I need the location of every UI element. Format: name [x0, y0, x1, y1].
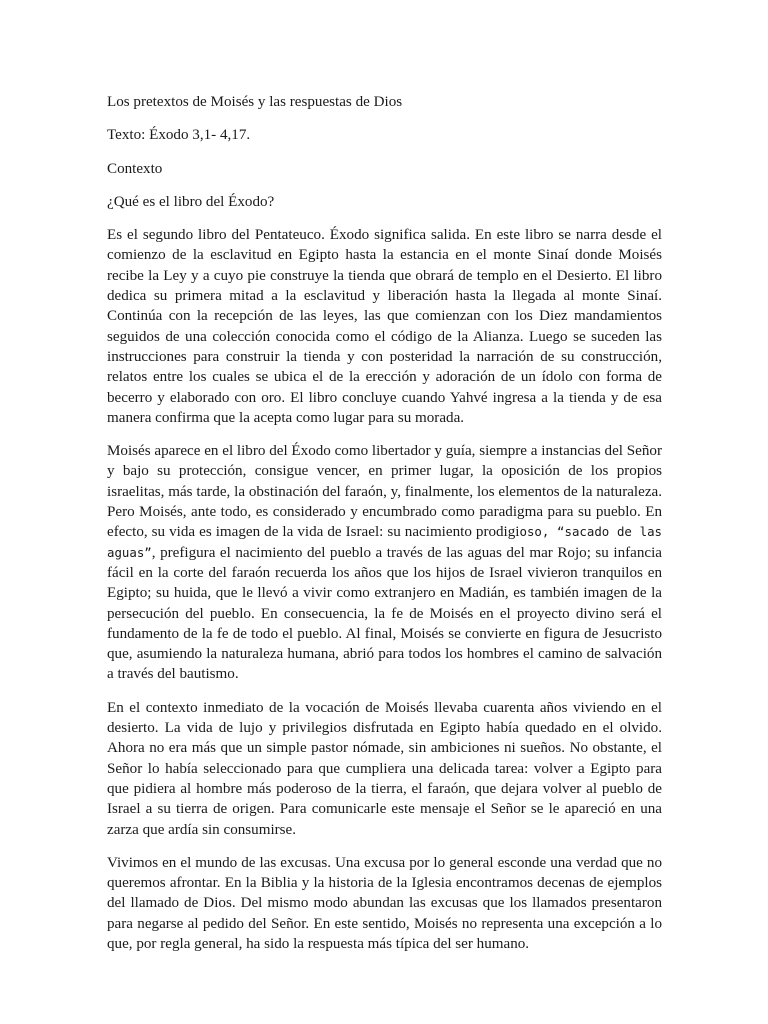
text-reference: Texto: Éxodo 3,1- 4,17.: [107, 127, 251, 144]
document-body: [107, 92, 662, 967]
section-heading: Contexto: [107, 160, 163, 177]
paragraph-moses-role: [107, 441, 662, 685]
paragraph-moses-role-end: , prefigura el nacimiento del pueblo a través de las aguas del mar Rojo; su infancia fácil en la corte del faraón recuerda los años que los hijos de Israel vivieron tranquilos en Egipto; su huida, que le llevó a vivir como extranjero en Madián, es también imagen de la persecución del pueblo. En consecuencia, la fe de Moisés en el proyecto divino será el fundamento de la fe de todo el pueblo. Al final, Moisés se convierte en figura de Jesucristo que, asumiendo la naturaleza humana, abrió para todos los hombres el camino de salvación a través del bautismo.: [107, 544, 662, 683]
document-title: Los pretextos de Moisés y las respuestas de Dios: [107, 94, 403, 110]
paragraph-moses-role-start: Moisés aparece en el libro del Éxodo como libertador y guía, siempre a instancias del Señor y bajo su protección, consigue vencer, en primer lugar, la oposición de los propios israelitas, más tarde, la obstinación del faraón, y, finalmente, los elementos de la naturaleza. Pero Moisés, ante todo, es considerado y encumbrado como paradigma para su pueblo. En efecto, su vida es imagen de la vida de Israel: su nacimiento prodigi: [107, 443, 662, 541]
paragraph-exodus-definition: Es el segundo libro del Pentateuco. Éxodo significa salida. En este libro se narra desde el comienzo de la esclavitud en Egipto hasta la estancia en el monte Sinaí donde Moisés recibe la Ley y a cuyo pie construye la tienda que obrará de templo en el Desierto. El libro dedica su primera mitad a la esclavitud y liberación hasta la llegada al monte Sinaí. Continúa con la recepción de las leyes, las que comienzan con los Diez mandamientos seguidos de una colección conocida como el código de la Alianza. Luego se suceden las instrucciones para construir la tienda y con posteridad la narración de su construcción, relatos entre los cuales se ubica el de la erección y adoración de un ídolo con forma de becerro y elaborado con oro. El libro concluye cuando Yahvé ingresa a la tienda y de esa manera confirma que la acepta como lugar para su morada.: [107, 227, 662, 426]
question-heading: ¿Qué es el libro del Éxodo?: [107, 193, 275, 210]
paragraph-moses-role-quote: oso, “sacado de las aguas”: [107, 524, 662, 560]
paragraph-excuses: Vivimos en el mundo de las excusas. Una excusa por lo general esconde una verdad que no queremos afrontar. En la Biblia y la historia de la Iglesia encontramos decenas de ejemplos del llamado de Dios. Del mismo modo abundan las excusas que los llamados presentaron para negarse al pedido del Señor. En este sentido, Moisés no representa una excepción a lo que, por regla general, ha sido la respuesta más típica del ser humano.: [107, 854, 662, 952]
paragraph-vocation-context: En el contexto inmediato de la vocación de Moisés llevaba cuarenta años viviendo en el desierto. La vida de lujo y privilegios disfrutada en Egipto había quedado en el olvido. Ahora no era más que un simple pastor nómade, sin ambiciones ni sueños. No obstante, el Señor lo había seleccionado para que cumpliera una delicada tarea: volver a Egipto para que pidiera al hombre más poderoso de la tierra, el faraón, que dejara volver al pueblo de Israel a su tierra de origen. Para comunicarle este mensaje el Señor se le apareció en una zarza que ardía sin consumirse.: [107, 699, 662, 838]
